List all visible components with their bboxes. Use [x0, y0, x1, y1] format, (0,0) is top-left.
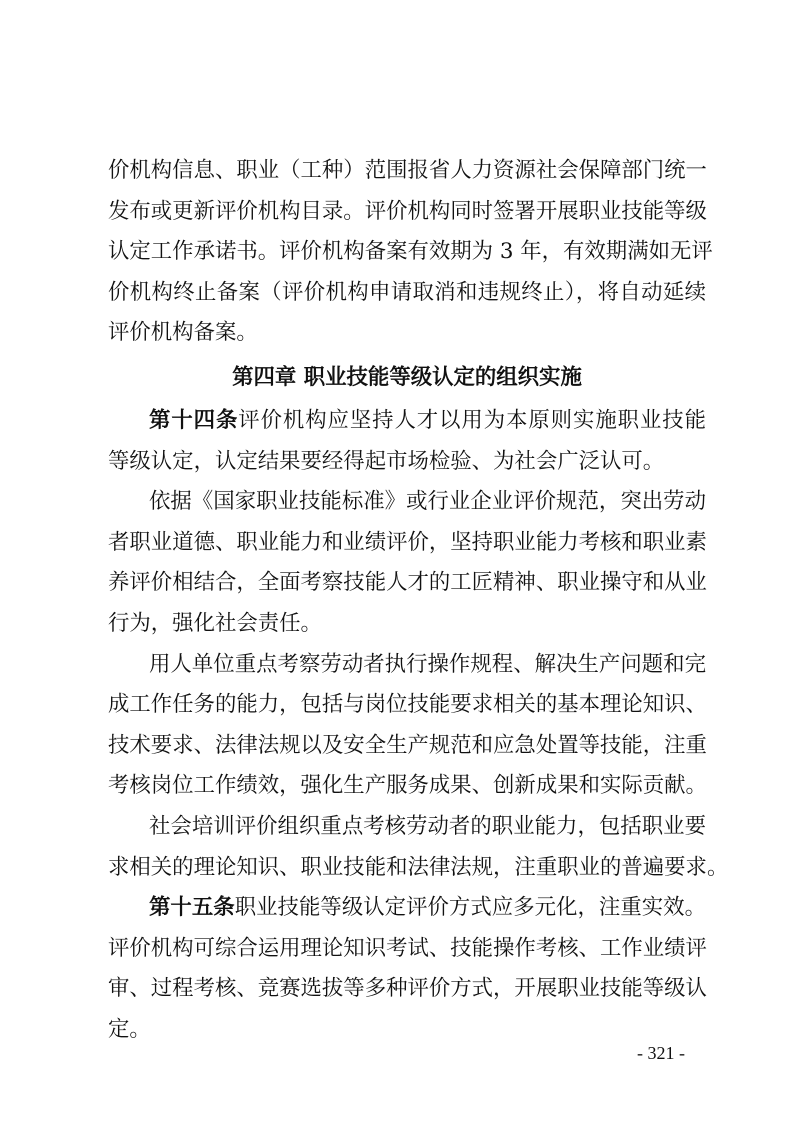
text-line: 成工作任务的能力，包括与岗位技能要求相关的基本理论知识、: [108, 692, 707, 718]
text-line: 价机构信息、职业（工种）范围报省人力资源社会保障部门统一: [108, 158, 707, 183]
text-line: 审、过程考核、竞赛选拔等多种评价方式，开展职业技能等级认: [108, 976, 707, 1002]
text-line: 价机构终止备案（评价机构申请取消和违规终止），将自动延续: [108, 279, 706, 305]
article-15-text: 职业技能等级认定评价方式应多元化，注重实效。: [234, 895, 706, 921]
text-line: 定。: [108, 1016, 151, 1042]
article-14-first-line: [108, 401, 706, 442]
text-line: 发布或更新评价机构目录。评价机构同时签署开展职业技能等级: [108, 198, 707, 224]
text-line: 养评价相结合，全面考察技能人才的工匠精神、职业操守和从业: [108, 570, 707, 596]
text-line: 求相关的理论知识、职业技能和法律法规，注重职业的普遍要求。: [108, 854, 729, 880]
page-number: - 321 -: [637, 1043, 685, 1063]
text-line: 认定工作承诺书。评价机构备案有效期为 3 年，有效期满如无评: [108, 239, 713, 265]
employer-paragraph: [108, 645, 706, 807]
article-15-first-line: [108, 888, 706, 929]
text-line: 等级认定，认定结果要经得起市场检验、为社会广泛认可。: [108, 448, 665, 474]
text-line: 行为，强化社会责任。: [108, 610, 322, 636]
article-14: [108, 401, 706, 482]
text-line: 评价机构备案。: [108, 320, 258, 346]
text-line: 技术要求、法律法规以及安全生产规范和应急处置等技能，注重: [108, 732, 707, 758]
training-paragraph: [108, 807, 729, 888]
text-line: 评价机构可综合运用理论知识考试、技能操作考核、工作业绩评: [108, 935, 707, 961]
article-15: [108, 888, 706, 1050]
text-line: 用人单位重点考察劳动者执行操作规程、解决生产问题和完: [149, 651, 706, 677]
basis-paragraph: [108, 482, 706, 644]
article-14-label: 第十四条: [149, 407, 239, 433]
article-15-label: 第十五条: [149, 895, 235, 921]
text-line: 者职业道德、职业能力和业绩评价，坚持职业能力考核和职业素: [108, 529, 707, 555]
article-14-text: 评价机构应坚持人才以用为本原则实施职业技能: [238, 407, 706, 433]
chapter-title: 第四章 职业技能等级认定的组织实施: [232, 364, 582, 390]
document-body: [108, 151, 729, 1050]
intro-paragraph: [108, 151, 713, 354]
text-line: 社会培训评价组织重点考核劳动者的职业能力，包括职业要: [149, 813, 706, 839]
text-line: 依据《国家职业技能标准》或行业企业评价规范，突出劳动: [149, 489, 706, 515]
text-line: 考核岗位工作绩效，强化生产服务成果、创新成果和实际贡献。: [108, 773, 707, 799]
